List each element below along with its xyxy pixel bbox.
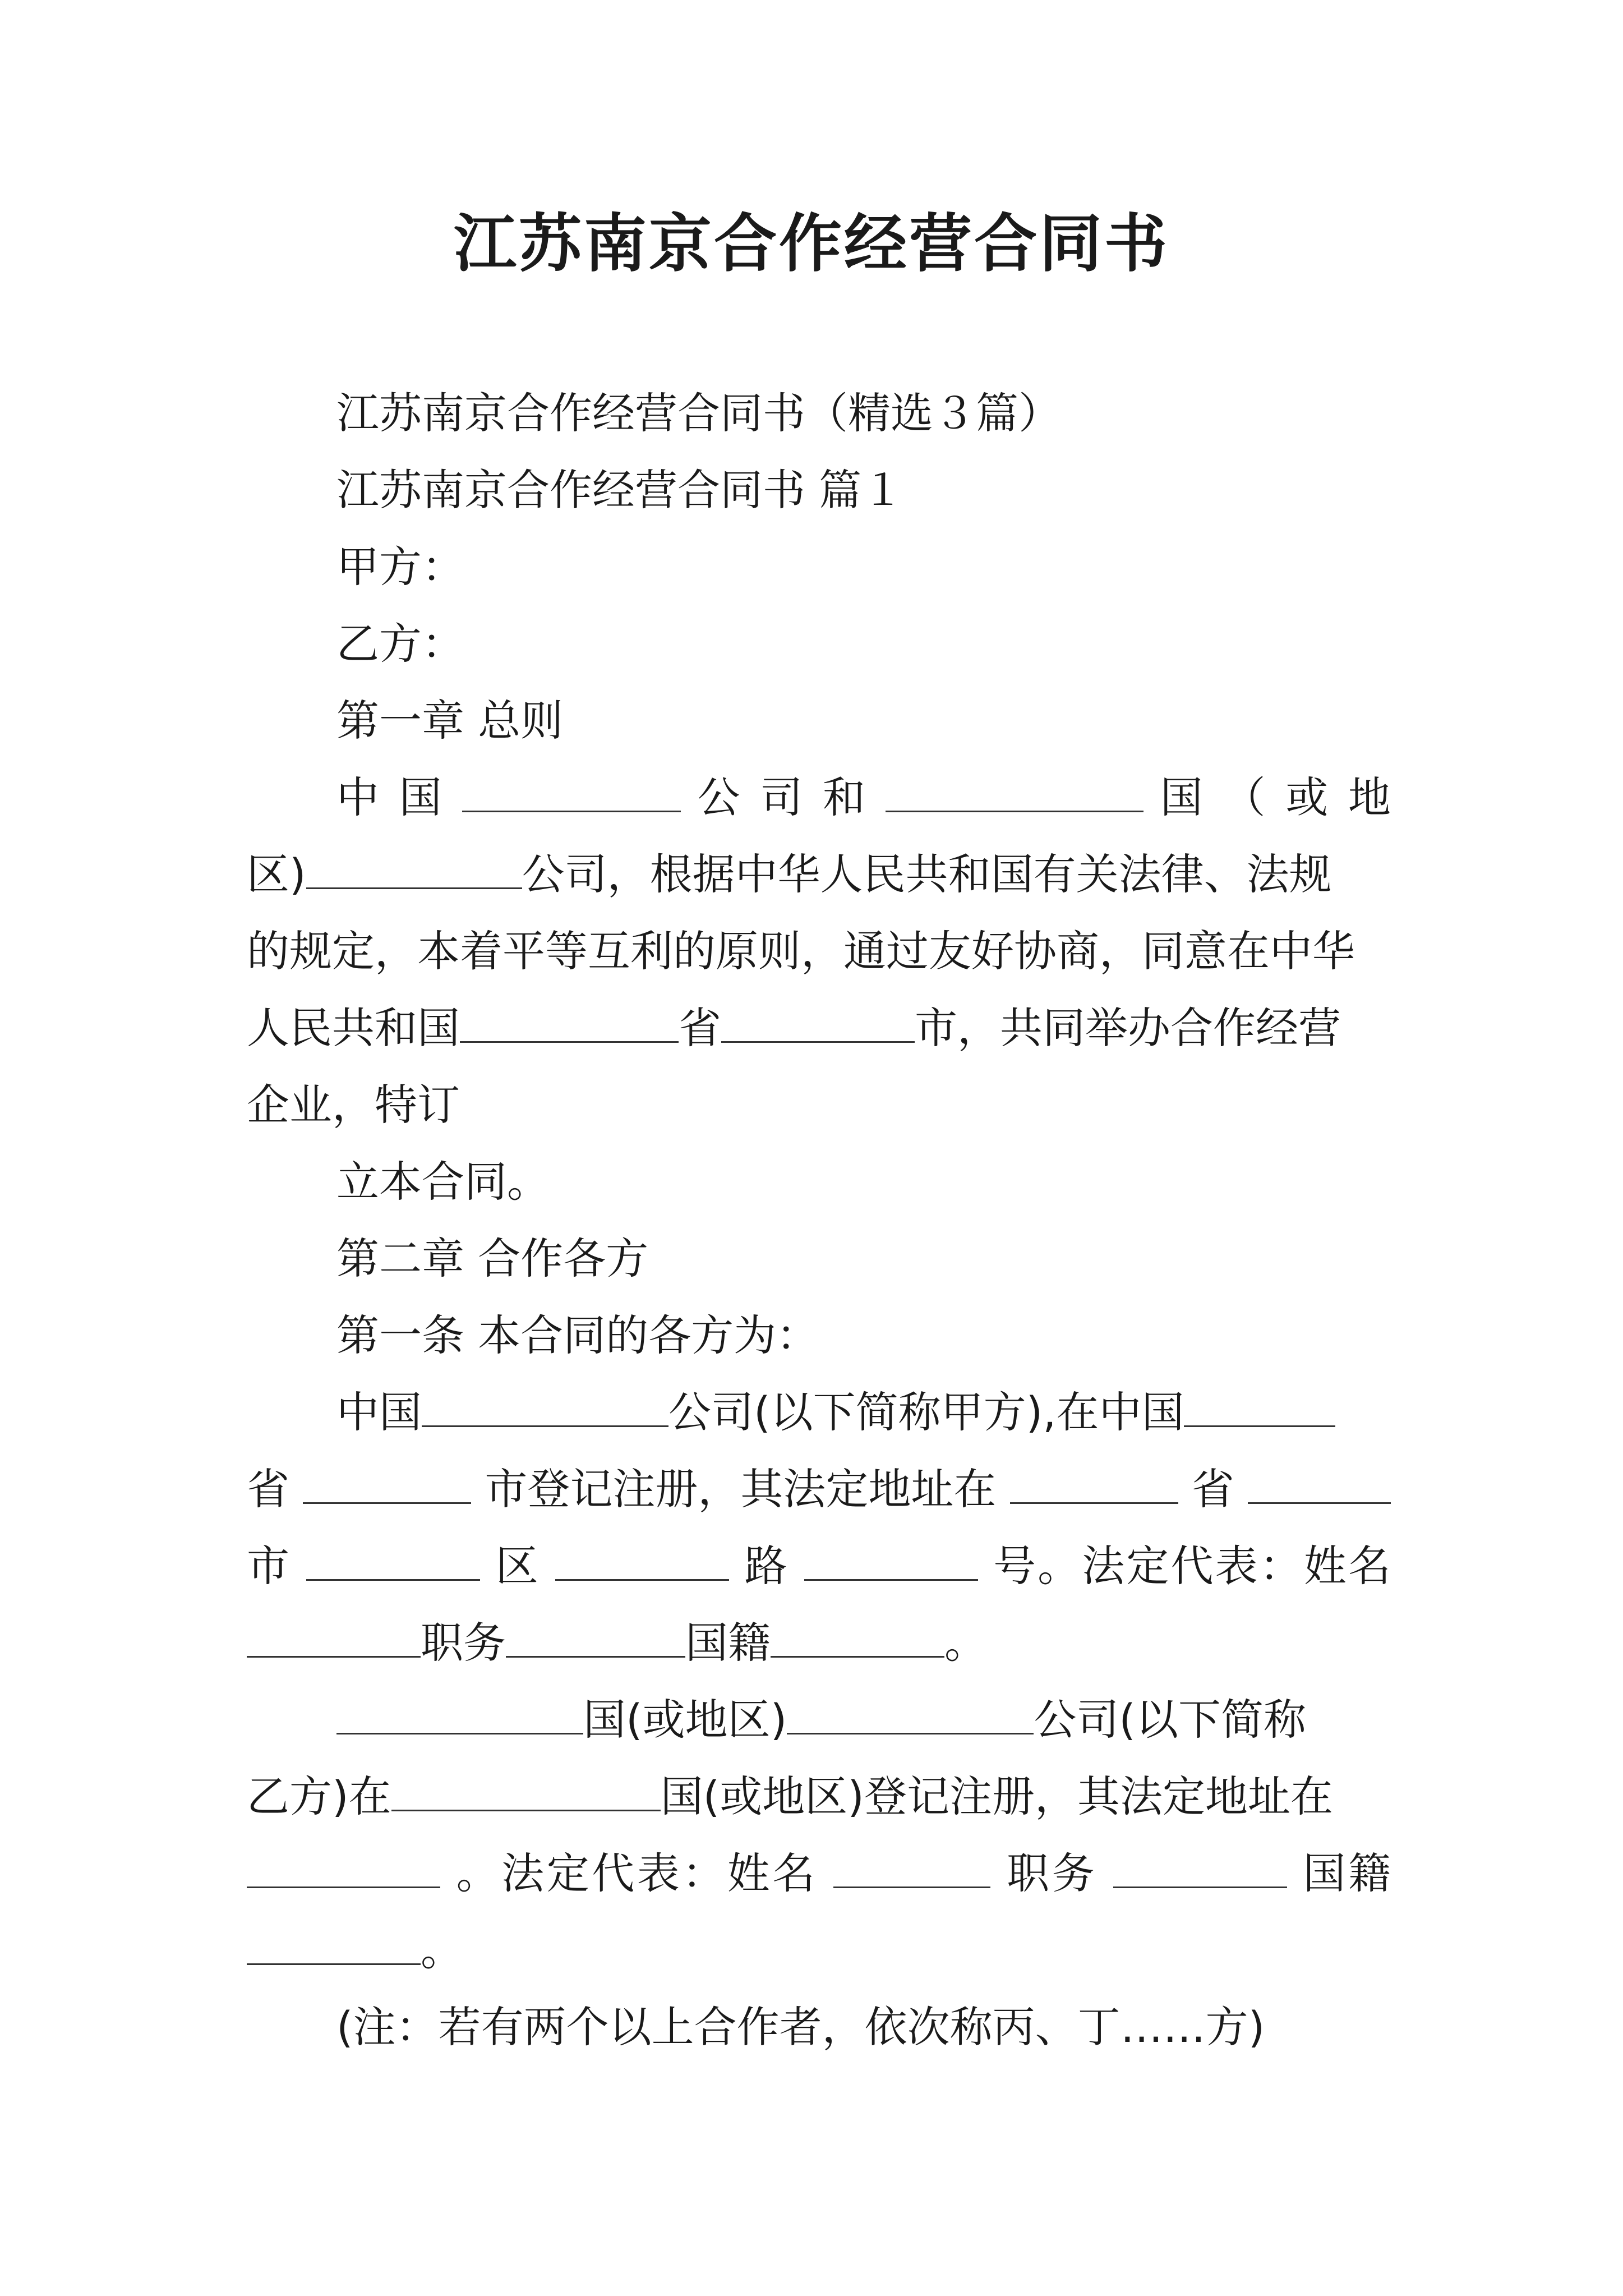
text-run: 职务 xyxy=(421,1618,506,1668)
text-run: 国(或地区) xyxy=(583,1695,787,1745)
paragraph-line xyxy=(247,1374,1391,1451)
party-b-label: 乙方： xyxy=(336,619,464,669)
text-run: 。 xyxy=(421,1925,463,1975)
paragraph-line xyxy=(247,1451,1391,1527)
fill-in-blank xyxy=(771,1618,944,1658)
fill-in-blank xyxy=(462,772,681,812)
paragraph-line xyxy=(247,1835,1391,1912)
text-run: 省 xyxy=(247,1464,289,1514)
document-title: 江苏南京合作经营合同书 xyxy=(454,207,1169,280)
note-line: (注：若有两个以上合作者，依次称丙、丁……方) xyxy=(336,2002,1265,2052)
text-run: 中国 xyxy=(336,1387,422,1437)
fill-in-blank xyxy=(247,1848,440,1888)
fill-in-blank xyxy=(1113,1848,1287,1888)
paragraph-line xyxy=(247,1604,1391,1681)
paragraph-line xyxy=(247,1681,1391,1758)
paragraph-line xyxy=(247,836,1391,913)
paragraph-line: 的规定，本着平等互利的原则，通过友好协商，同意在中华 xyxy=(247,926,1355,976)
text-run: 公司(以下简称 xyxy=(1034,1695,1306,1745)
text-run: 路 xyxy=(744,1541,789,1591)
subtitle-line: 江苏南京合作经营合同书（精选３篇） xyxy=(336,388,1061,438)
fill-in-blank xyxy=(336,1695,583,1734)
fill-in-blank xyxy=(886,772,1144,812)
paragraph-line xyxy=(247,1758,1391,1835)
fill-in-blank xyxy=(247,1618,421,1658)
article-heading: 第一条 本合同的各方为： xyxy=(336,1310,819,1360)
paragraph-line xyxy=(247,759,1391,836)
fill-in-blank xyxy=(555,1541,729,1581)
text-run: 号。法定代表：姓名 xyxy=(993,1541,1391,1591)
text-run: 国籍 xyxy=(685,1618,771,1668)
fill-in-blank xyxy=(804,1541,978,1581)
paragraph-line: 立本合同。 xyxy=(336,1157,550,1207)
chapter-heading: 第一章 总则 xyxy=(336,696,564,746)
text-run: 市 xyxy=(247,1541,292,1591)
text-run: 公司(以下简称甲方),在中国 xyxy=(668,1387,1184,1437)
fill-in-blank xyxy=(787,1695,1034,1734)
fill-in-blank xyxy=(422,1387,668,1427)
fill-in-blank xyxy=(247,1925,421,1965)
fill-in-blank xyxy=(721,1003,915,1043)
fill-in-blank xyxy=(306,1541,480,1581)
fill-in-blank xyxy=(506,1618,685,1658)
fill-in-blank xyxy=(460,1003,679,1043)
fill-in-blank xyxy=(833,1848,990,1888)
text-run: 公 司 和 xyxy=(697,772,869,822)
fill-in-blank xyxy=(1184,1387,1335,1427)
chapter-heading: 第二章 合作各方 xyxy=(336,1234,649,1283)
text-run: 乙方)在 xyxy=(247,1772,391,1821)
fill-in-blank xyxy=(306,849,522,889)
text-run: 省 xyxy=(1191,1464,1234,1514)
text-run: 市登记注册，其法定地址在 xyxy=(485,1464,997,1514)
fill-in-blank xyxy=(1010,1464,1178,1504)
fill-in-blank xyxy=(303,1464,471,1504)
paragraph-line xyxy=(247,1912,1391,1989)
text-run: 。法定代表：姓名 xyxy=(456,1848,818,1898)
text-run: 人民共和国 xyxy=(247,1003,460,1053)
paragraph-line xyxy=(247,1527,1391,1604)
fill-in-blank xyxy=(1248,1464,1391,1504)
text-run: 区) xyxy=(247,849,306,899)
text-run: 公司，根据中华人民共和国有关法律、法规 xyxy=(522,849,1332,899)
text-run: 市，共同举办合作经营 xyxy=(915,1003,1341,1053)
text-run: 中 国 xyxy=(336,772,445,822)
section-heading: 江苏南京合作经营合同书 篇１ xyxy=(336,465,905,515)
party-a-label: 甲方： xyxy=(336,542,464,592)
paragraph-line xyxy=(247,990,1391,1066)
text-run: 国籍 xyxy=(1303,1848,1391,1898)
text-run: 省 xyxy=(679,1003,721,1053)
text-run: 国(或地区)登记注册，其法定地址在 xyxy=(660,1772,1333,1821)
text-run: 职务 xyxy=(1007,1848,1098,1898)
document-body xyxy=(247,375,1391,2065)
text-run: 。 xyxy=(944,1618,987,1668)
text-run: 区 xyxy=(495,1541,540,1591)
fill-in-blank xyxy=(391,1772,661,1811)
text-run: 国 （ 或 地 xyxy=(1160,772,1391,822)
paragraph-line: 企业，特订 xyxy=(247,1080,460,1130)
